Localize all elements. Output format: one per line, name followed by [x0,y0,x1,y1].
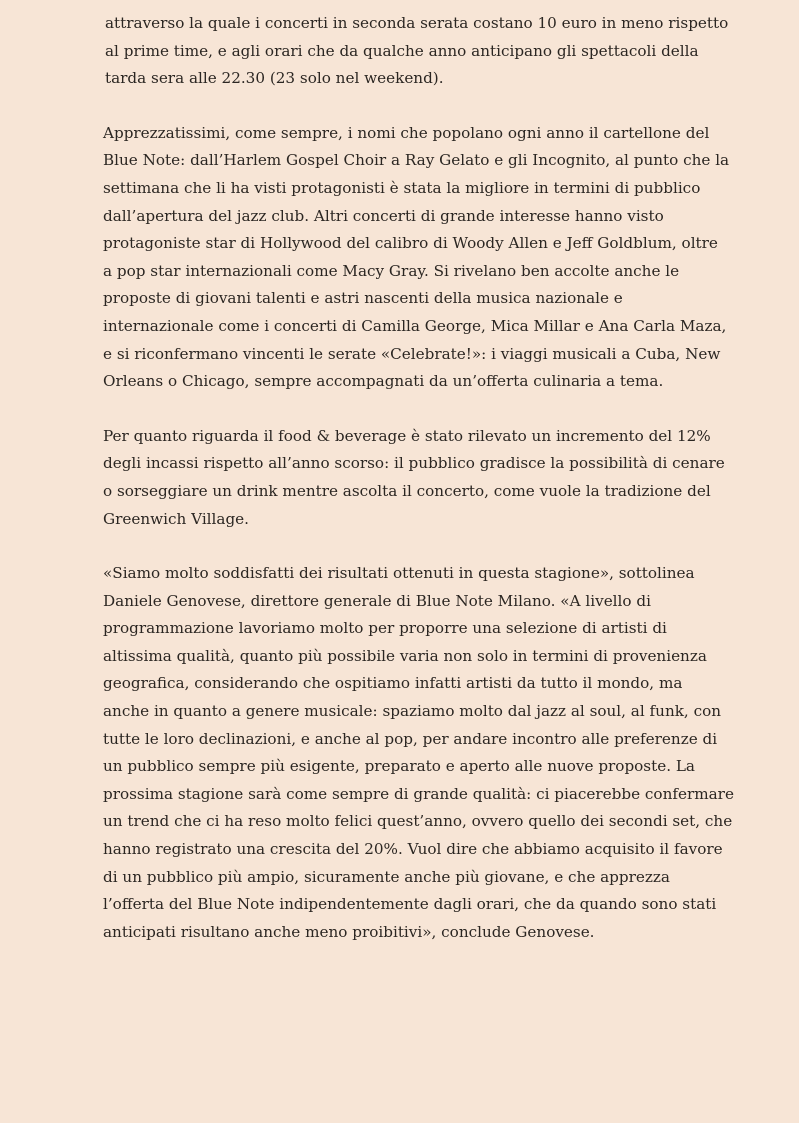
text-line: settimana che li ha visti protagonisti è stata la migliore in termini di pubblico [103,178,701,197]
text-line: programmazione lavoriamo molto per proporre una selezione di artisti di [103,619,667,638]
text-line: o sorseggiare un drink mentre ascolta il concerto, come vuole la tradizione del [103,481,711,500]
text-line: l’offerta del Blue Note indipendentemente dagli orari, che da quando sono stati [103,895,717,914]
text-line: internazionale come i concerti di Camilla George, Mica Millar e Ana Carla Maza, [103,316,727,335]
text-line: prossima stagione sarà come sempre di grande qualità: ci piacerebbe confermare [103,784,734,803]
text-line: Blue Note: dall’Harlem Gospel Choir a Ray Gelato e gli Incognito, al punto che la [103,151,730,170]
text-line: Per quanto riguarda il food & beverage è stato rilevato un incremento del 12% [103,426,711,445]
text-line: proposte di giovani talenti e astri nascenti della musica nazionale e [103,289,623,308]
text-line: protagoniste star di Hollywood del calibro di Woody Allen e Jeff Goldblum, oltre [103,234,718,253]
text-line: tarda sera alle 22.30 (23 solo nel weekend). [105,69,444,88]
text-line: hanno registrato una crescita del 20%. Vuol dire che abbiamo acquisito il favore [103,840,723,859]
text-line: a pop star internazionali come Macy Gray. Si rivelano ben accolte anche le [103,261,680,280]
text-line: al prime time, e agli orari che da qualche anno anticipano gli spettacoli della [105,41,699,60]
text-line: geografica, considerando che ospitiamo infatti artisti da tutto il mondo, ma [103,674,683,693]
text-line: un pubblico sempre più esigente, preparato e aperto alle nuove proposte. La [103,757,695,776]
text-line: e si riconfermano vincenti le serate «Celebrate!»: i viaggi musicali a Cuba, New [103,344,721,363]
text-line: Daniele Genovese, direttore generale di Blue Note Milano. «A livello di [103,591,651,610]
text-line: anche in quanto a genere musicale: spaziamo molto dal jazz al soul, al funk, con [103,702,722,721]
text-line: di un pubblico più ampio, sicuramente anche più giovane, e che apprezza [103,867,670,886]
paragraph-artists [103,120,730,396]
text-line: dall’apertura del jazz club. Altri concerti di grande interesse hanno visto [103,206,664,225]
text-line: Orleans o Chicago, sempre accompagnati da un’offerta culinaria a tema. [103,372,664,391]
paragraph-quote [103,560,734,946]
article-body [103,10,734,946]
text-line: degli incassi rispetto all’anno scorso: il pubblico gradisce la possibilità di cenare [103,454,725,473]
text-line: Greenwich Village. [103,509,249,528]
text-line: attraverso la quale i concerti in seconda serata costano 10 euro in meno rispetto [105,14,729,32]
text-line: Apprezzatissimi, come sempre, i nomi che popolano ogni anno il cartellone del [103,123,710,142]
text-line: «Siamo molto soddisfatti dei risultati ottenuti in questa stagione», sottolinea [103,564,695,583]
text-line: altissima qualità, quanto più possibile varia non solo in termini di provenienza [103,646,707,665]
text-line: tutte le loro declinazioni, e anche al pop, per andare incontro alle preferenze di [103,729,718,748]
paragraph-intro [103,10,729,93]
text-line: un trend che ci ha reso molto felici quest’anno, ovvero quello dei secondi set, che [103,812,733,831]
text-line: anticipati risultano anche meno proibitivi», conclude Genovese. [103,922,595,941]
paragraph-food-beverage [103,423,725,533]
